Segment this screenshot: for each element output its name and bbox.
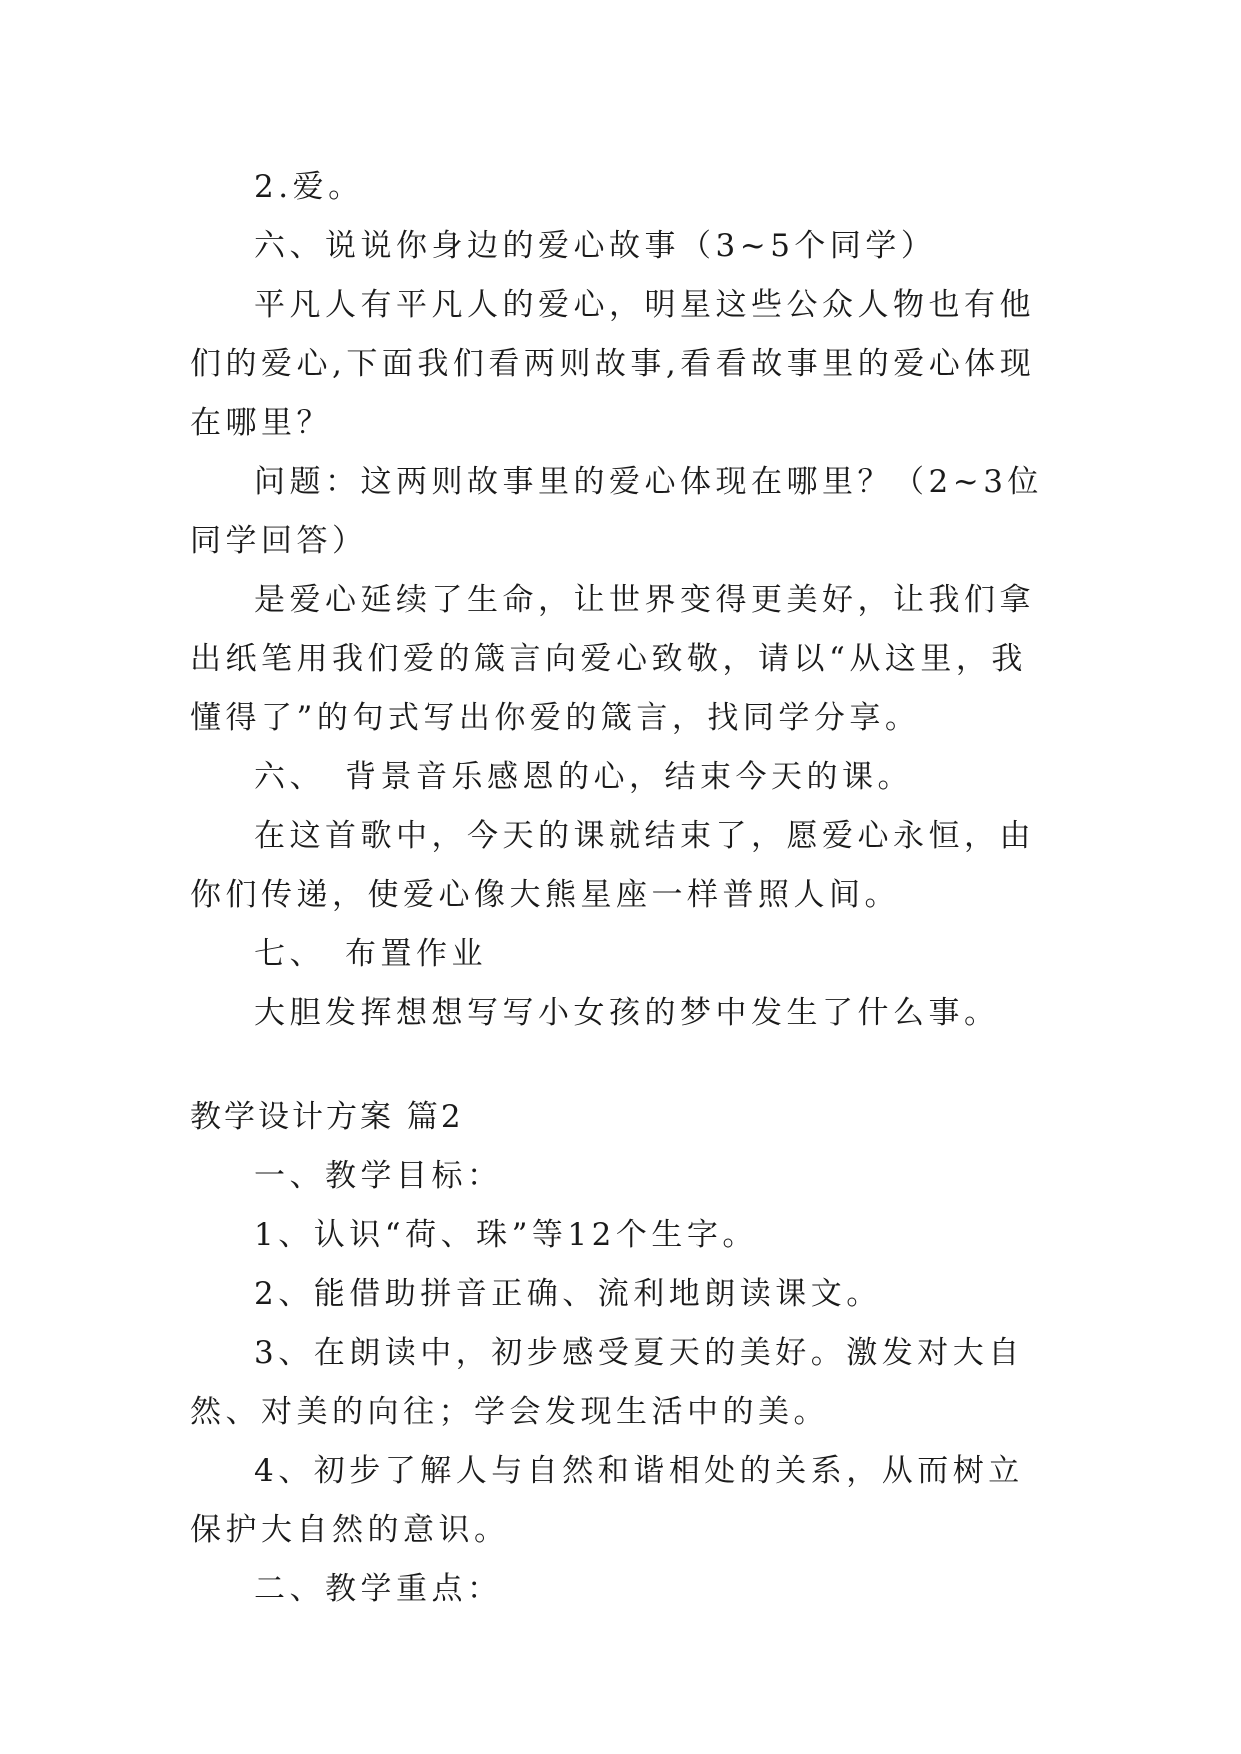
paragraph: 在这首歌中，今天的课就结束了，愿爱心永恒，由你们传递，使爱心像大熊星座一样普照人间。 <box>190 818 1035 913</box>
document-body <box>190 158 1050 1619</box>
section-title: 教学设计方案 篇2 <box>190 1099 464 1135</box>
paragraph: 七、 布置作业 <box>254 936 487 972</box>
paragraph: 大胆发挥想想写写小女孩的梦中发生了什么事。 <box>254 995 1000 1031</box>
paragraph: 六、 背景音乐感恩的心，结束今天的课。 <box>254 759 913 795</box>
paragraph: 4、初步了解人与自然和谐相处的关系，从而树立保护大自然的意识。 <box>190 1453 1024 1548</box>
paragraph: 是爱心延续了生命，让世界变得更美好，让我们拿出纸笔用我们爱的箴言向爱心致敬，请以“从这里，我懂得了”的句式写出你爱的箴言，找同学分享。 <box>190 582 1035 736</box>
section-spacer <box>190 1043 1050 1088</box>
paragraph: 2.爱。 <box>254 169 364 205</box>
paragraph: 一、教学目标： <box>254 1158 503 1194</box>
paragraph: 1、认识“荷、珠”等12个生字。 <box>254 1217 758 1253</box>
paragraph: 2、能借助拼音正确、流利地朗读课文。 <box>254 1276 882 1312</box>
paragraph: 二、教学重点： <box>254 1571 503 1607</box>
paragraph: 3、在朗读中，初步感受夏天的美好。激发对大自然、对美的向往；学会发现生活中的美。 <box>190 1335 1024 1430</box>
paragraph: 六、说说你身边的爱心故事（3~5个同学） <box>254 228 937 264</box>
paragraph: 问题：这两则故事里的爱心体现在哪里？（2~3位同学回答） <box>190 464 1043 559</box>
paragraph: 平凡人有平凡人的爱心，明星这些公众人物也有他们的爱心,下面我们看两则故事,看看故事里的爱心体现在哪里？ <box>190 287 1036 441</box>
